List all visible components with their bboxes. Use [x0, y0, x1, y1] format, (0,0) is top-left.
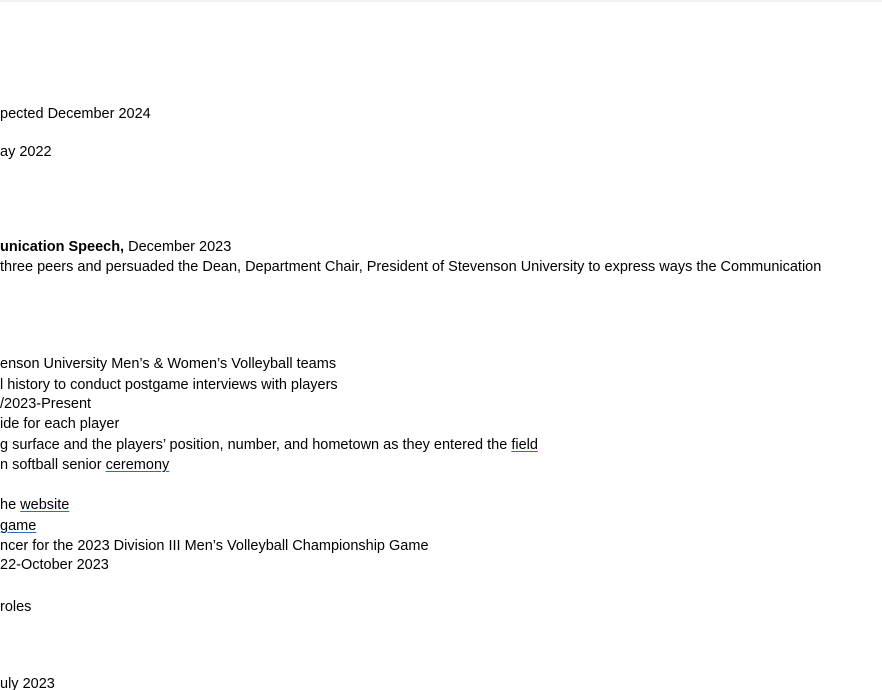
website-line [0, 496, 69, 514]
speech-heading-line [0, 238, 231, 256]
text-run: three peers and persuaded the Dean, Department Chair, President of Stevenson University to express ways the Communication [0, 259, 822, 275]
text-run: roles [0, 599, 32, 615]
playing-surface-line [0, 436, 538, 454]
speech-title: unication Speech, [0, 239, 125, 255]
text-run: enson University Men’s & Women’s Volleyball teams [0, 356, 337, 372]
education-date-line [0, 143, 52, 161]
text-run: n softball senior [0, 457, 106, 473]
education-expected-date-line [0, 105, 151, 123]
text-run: pected December 2024 [0, 106, 151, 122]
volleyball-teams-line [0, 355, 336, 373]
roles-line [0, 598, 31, 616]
text-run: ncer for the 2023 Division III Men’s Volleyball Championship Game [0, 538, 429, 554]
text-run: he [0, 497, 21, 513]
text-run: g surface and the players’ position, number, and hometown as they entered the [0, 437, 512, 453]
text-run: /2023-Present [0, 396, 92, 412]
text-run: l history to conduct postgame interviews with players [0, 377, 338, 393]
july-date-line [0, 675, 55, 690]
speech-description-line [0, 258, 821, 276]
senior-ceremony-line [0, 456, 169, 474]
text-run: ay 2022 [0, 144, 52, 160]
text-run: 22-October 2023 [0, 557, 109, 573]
speech-date: December 2023 [124, 239, 232, 255]
game-spellcheck-word[interactable]: game [0, 518, 37, 534]
field-spellcheck-word[interactable]: field [511, 437, 538, 453]
championship-announcer-line [0, 537, 429, 555]
role-date-range-line [0, 556, 109, 574]
game-line [0, 517, 36, 535]
ceremony-spellcheck-word[interactable]: ceremony [105, 457, 170, 473]
postgame-interviews-line [0, 376, 338, 394]
role-date-line [0, 395, 91, 413]
text-run: ide for each player [0, 416, 120, 432]
website-spellcheck-word[interactable]: website [20, 497, 70, 513]
player-guide-line [0, 415, 119, 433]
text-run: uly 2023 [0, 676, 55, 690]
